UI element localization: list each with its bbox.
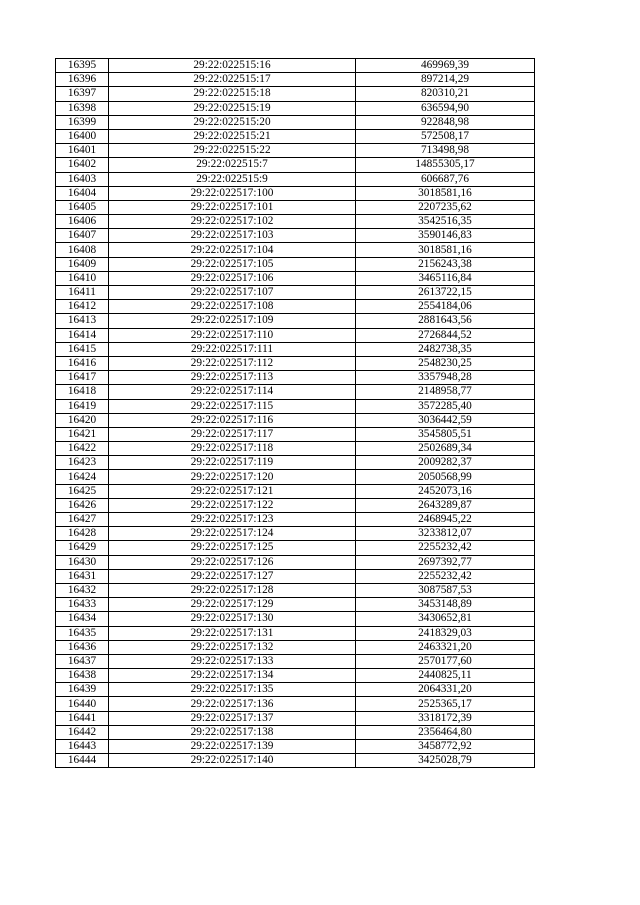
row-number-cell: 16408	[56, 243, 109, 257]
table-row	[56, 442, 535, 456]
table-row	[56, 740, 535, 754]
cadastral-number-cell: 29:22:022517:111	[109, 342, 356, 356]
cadastral-number-cell: 29:22:022517:134	[109, 669, 356, 683]
value-cell: 14855305,17	[356, 158, 535, 172]
value-cell: 2418329,03	[356, 626, 535, 640]
row-number-cell: 16426	[56, 498, 109, 512]
row-number-cell: 16425	[56, 484, 109, 498]
value-cell: 2570177,60	[356, 654, 535, 668]
cadastral-number-cell: 29:22:022517:123	[109, 513, 356, 527]
row-number-cell: 16415	[56, 342, 109, 356]
table-row	[56, 314, 535, 328]
table-row	[56, 271, 535, 285]
value-cell: 2613722,15	[356, 286, 535, 300]
row-number-cell: 16429	[56, 541, 109, 555]
row-number-cell: 16403	[56, 172, 109, 186]
table-row	[56, 654, 535, 668]
row-number-cell: 16438	[56, 669, 109, 683]
value-cell: 3018581,16	[356, 243, 535, 257]
value-cell: 3542516,35	[356, 215, 535, 229]
value-cell: 2207235,62	[356, 200, 535, 214]
row-number-cell: 16433	[56, 598, 109, 612]
row-number-cell: 16431	[56, 569, 109, 583]
value-cell: 922848,98	[356, 115, 535, 129]
row-number-cell: 16398	[56, 101, 109, 115]
cadastral-number-cell: 29:22:022517:140	[109, 754, 356, 768]
cadastral-number-cell: 29:22:022517:110	[109, 328, 356, 342]
table-row	[56, 555, 535, 569]
cadastral-number-cell: 29:22:022517:114	[109, 385, 356, 399]
table-row	[56, 87, 535, 101]
table-row	[56, 215, 535, 229]
table-row	[56, 498, 535, 512]
table-row	[56, 342, 535, 356]
cadastral-number-cell: 29:22:022515:7	[109, 158, 356, 172]
value-cell: 2148958,77	[356, 385, 535, 399]
cadastral-number-cell: 29:22:022517:109	[109, 314, 356, 328]
value-cell: 2482738,35	[356, 342, 535, 356]
table-row	[56, 427, 535, 441]
row-number-cell: 16440	[56, 697, 109, 711]
table-row	[56, 669, 535, 683]
cadastral-number-cell: 29:22:022515:18	[109, 87, 356, 101]
value-cell: 2643289,87	[356, 498, 535, 512]
value-cell: 2468945,22	[356, 513, 535, 527]
row-number-cell: 16399	[56, 115, 109, 129]
table-row	[56, 470, 535, 484]
value-cell: 3430652,81	[356, 612, 535, 626]
value-cell: 3036442,59	[356, 413, 535, 427]
cadastral-number-cell: 29:22:022517:125	[109, 541, 356, 555]
row-number-cell: 16407	[56, 229, 109, 243]
value-cell: 2356464,80	[356, 725, 535, 739]
table-row	[56, 683, 535, 697]
table-row	[56, 697, 535, 711]
value-cell: 2554184,06	[356, 300, 535, 314]
value-cell: 3590146,83	[356, 229, 535, 243]
value-cell: 3545805,51	[356, 427, 535, 441]
cadastral-number-cell: 29:22:022517:107	[109, 286, 356, 300]
table-row	[56, 612, 535, 626]
row-number-cell: 16418	[56, 385, 109, 399]
value-cell: 2050568,99	[356, 470, 535, 484]
value-cell: 2064331,20	[356, 683, 535, 697]
value-cell: 3465116,84	[356, 271, 535, 285]
value-cell: 3233812,07	[356, 527, 535, 541]
value-cell: 3018581,16	[356, 186, 535, 200]
row-number-cell: 16435	[56, 626, 109, 640]
row-number-cell: 16427	[56, 513, 109, 527]
cadastral-number-cell: 29:22:022517:124	[109, 527, 356, 541]
value-cell: 2255232,42	[356, 541, 535, 555]
row-number-cell: 16410	[56, 271, 109, 285]
row-number-cell: 16443	[56, 740, 109, 754]
table-row	[56, 328, 535, 342]
table-row	[56, 399, 535, 413]
value-cell: 636594,90	[356, 101, 535, 115]
table-row	[56, 144, 535, 158]
table-row	[56, 413, 535, 427]
table-row	[56, 257, 535, 271]
row-number-cell: 16401	[56, 144, 109, 158]
table-row	[56, 484, 535, 498]
row-number-cell: 16421	[56, 427, 109, 441]
row-number-cell: 16404	[56, 186, 109, 200]
value-cell: 2525365,17	[356, 697, 535, 711]
table-row	[56, 569, 535, 583]
row-number-cell: 16409	[56, 257, 109, 271]
table-row	[56, 626, 535, 640]
cadastral-number-cell: 29:22:022517:113	[109, 371, 356, 385]
value-cell: 3318172,39	[356, 711, 535, 725]
table-row	[56, 371, 535, 385]
cadastral-number-cell: 29:22:022517:135	[109, 683, 356, 697]
table-row	[56, 186, 535, 200]
value-cell: 3572285,40	[356, 399, 535, 413]
cadastral-number-cell: 29:22:022517:127	[109, 569, 356, 583]
cadastral-number-cell: 29:22:022517:112	[109, 356, 356, 370]
table-row	[56, 541, 535, 555]
row-number-cell: 16411	[56, 286, 109, 300]
table-row	[56, 59, 535, 73]
table-row	[56, 513, 535, 527]
cadastral-number-cell: 29:22:022517:104	[109, 243, 356, 257]
table-row	[56, 527, 535, 541]
table-row	[56, 243, 535, 257]
value-cell: 2463321,20	[356, 640, 535, 654]
table-row	[56, 725, 535, 739]
data-table	[55, 58, 535, 768]
value-cell: 2452073,16	[356, 484, 535, 498]
row-number-cell: 16428	[56, 527, 109, 541]
row-number-cell: 16416	[56, 356, 109, 370]
table-row	[56, 598, 535, 612]
cadastral-number-cell: 29:22:022517:136	[109, 697, 356, 711]
table-body	[56, 59, 535, 768]
table-row	[56, 158, 535, 172]
table-row	[56, 640, 535, 654]
table-row	[56, 129, 535, 143]
row-number-cell: 16424	[56, 470, 109, 484]
cadastral-number-cell: 29:22:022517:115	[109, 399, 356, 413]
cadastral-number-cell: 29:22:022517:137	[109, 711, 356, 725]
cadastral-number-cell: 29:22:022517:119	[109, 456, 356, 470]
row-number-cell: 16441	[56, 711, 109, 725]
row-number-cell: 16436	[56, 640, 109, 654]
cadastral-number-cell: 29:22:022517:130	[109, 612, 356, 626]
row-number-cell: 16439	[56, 683, 109, 697]
row-number-cell: 16420	[56, 413, 109, 427]
cadastral-number-cell: 29:22:022517:132	[109, 640, 356, 654]
cadastral-number-cell: 29:22:022517:126	[109, 555, 356, 569]
table-row	[56, 356, 535, 370]
cadastral-number-cell: 29:22:022517:122	[109, 498, 356, 512]
cadastral-number-cell: 29:22:022515:9	[109, 172, 356, 186]
row-number-cell: 16406	[56, 215, 109, 229]
cadastral-number-cell: 29:22:022515:19	[109, 101, 356, 115]
row-number-cell: 16444	[56, 754, 109, 768]
cadastral-number-cell: 29:22:022517:131	[109, 626, 356, 640]
cadastral-number-cell: 29:22:022517:120	[109, 470, 356, 484]
cadastral-number-cell: 29:22:022517:117	[109, 427, 356, 441]
table-row	[56, 200, 535, 214]
cadastral-number-cell: 29:22:022517:139	[109, 740, 356, 754]
value-cell: 2156243,38	[356, 257, 535, 271]
cadastral-number-cell: 29:22:022515:16	[109, 59, 356, 73]
cadastral-number-cell: 29:22:022517:128	[109, 583, 356, 597]
value-cell: 606687,76	[356, 172, 535, 186]
cadastral-number-cell: 29:22:022517:138	[109, 725, 356, 739]
value-cell: 2255232,42	[356, 569, 535, 583]
value-cell: 2548230,25	[356, 356, 535, 370]
table-row	[56, 101, 535, 115]
table-row	[56, 172, 535, 186]
table-row	[56, 115, 535, 129]
value-cell: 2502689,34	[356, 442, 535, 456]
value-cell: 820310,21	[356, 87, 535, 101]
value-cell: 2009282,37	[356, 456, 535, 470]
table-row	[56, 754, 535, 768]
row-number-cell: 16437	[56, 654, 109, 668]
cadastral-number-cell: 29:22:022517:101	[109, 200, 356, 214]
value-cell: 713498,98	[356, 144, 535, 158]
table-row	[56, 300, 535, 314]
value-cell: 3453148,89	[356, 598, 535, 612]
table-row	[56, 385, 535, 399]
cadastral-number-cell: 29:22:022517:106	[109, 271, 356, 285]
table-row	[56, 229, 535, 243]
row-number-cell: 16414	[56, 328, 109, 342]
row-number-cell: 16412	[56, 300, 109, 314]
table-row	[56, 583, 535, 597]
row-number-cell: 16417	[56, 371, 109, 385]
cadastral-number-cell: 29:22:022517:102	[109, 215, 356, 229]
value-cell: 3425028,79	[356, 754, 535, 768]
cadastral-number-cell: 29:22:022517:105	[109, 257, 356, 271]
table-row	[56, 73, 535, 87]
row-number-cell: 16434	[56, 612, 109, 626]
row-number-cell: 16430	[56, 555, 109, 569]
row-number-cell: 16442	[56, 725, 109, 739]
cadastral-number-cell: 29:22:022515:21	[109, 129, 356, 143]
value-cell: 2697392,77	[356, 555, 535, 569]
value-cell: 3458772,92	[356, 740, 535, 754]
value-cell: 2440825,11	[356, 669, 535, 683]
row-number-cell: 16405	[56, 200, 109, 214]
row-number-cell: 16400	[56, 129, 109, 143]
row-number-cell: 16432	[56, 583, 109, 597]
value-cell: 2881643,56	[356, 314, 535, 328]
cadastral-number-cell: 29:22:022517:108	[109, 300, 356, 314]
cadastral-number-cell: 29:22:022515:22	[109, 144, 356, 158]
table-row	[56, 286, 535, 300]
row-number-cell: 16413	[56, 314, 109, 328]
cadastral-number-cell: 29:22:022515:17	[109, 73, 356, 87]
cadastral-number-cell: 29:22:022517:121	[109, 484, 356, 498]
row-number-cell: 16423	[56, 456, 109, 470]
value-cell: 3357948,28	[356, 371, 535, 385]
cadastral-number-cell: 29:22:022517:103	[109, 229, 356, 243]
cadastral-number-cell: 29:22:022517:116	[109, 413, 356, 427]
value-cell: 572508,17	[356, 129, 535, 143]
row-number-cell: 16396	[56, 73, 109, 87]
row-number-cell: 16397	[56, 87, 109, 101]
row-number-cell: 16395	[56, 59, 109, 73]
cadastral-number-cell: 29:22:022515:20	[109, 115, 356, 129]
table-row	[56, 456, 535, 470]
cadastral-number-cell: 29:22:022517:118	[109, 442, 356, 456]
value-cell: 469969,39	[356, 59, 535, 73]
row-number-cell: 16419	[56, 399, 109, 413]
row-number-cell: 16422	[56, 442, 109, 456]
value-cell: 2726844,52	[356, 328, 535, 342]
value-cell: 3087587,53	[356, 583, 535, 597]
cadastral-number-cell: 29:22:022517:129	[109, 598, 356, 612]
table-row	[56, 711, 535, 725]
value-cell: 897214,29	[356, 73, 535, 87]
cadastral-number-cell: 29:22:022517:133	[109, 654, 356, 668]
cadastral-number-cell: 29:22:022517:100	[109, 186, 356, 200]
row-number-cell: 16402	[56, 158, 109, 172]
